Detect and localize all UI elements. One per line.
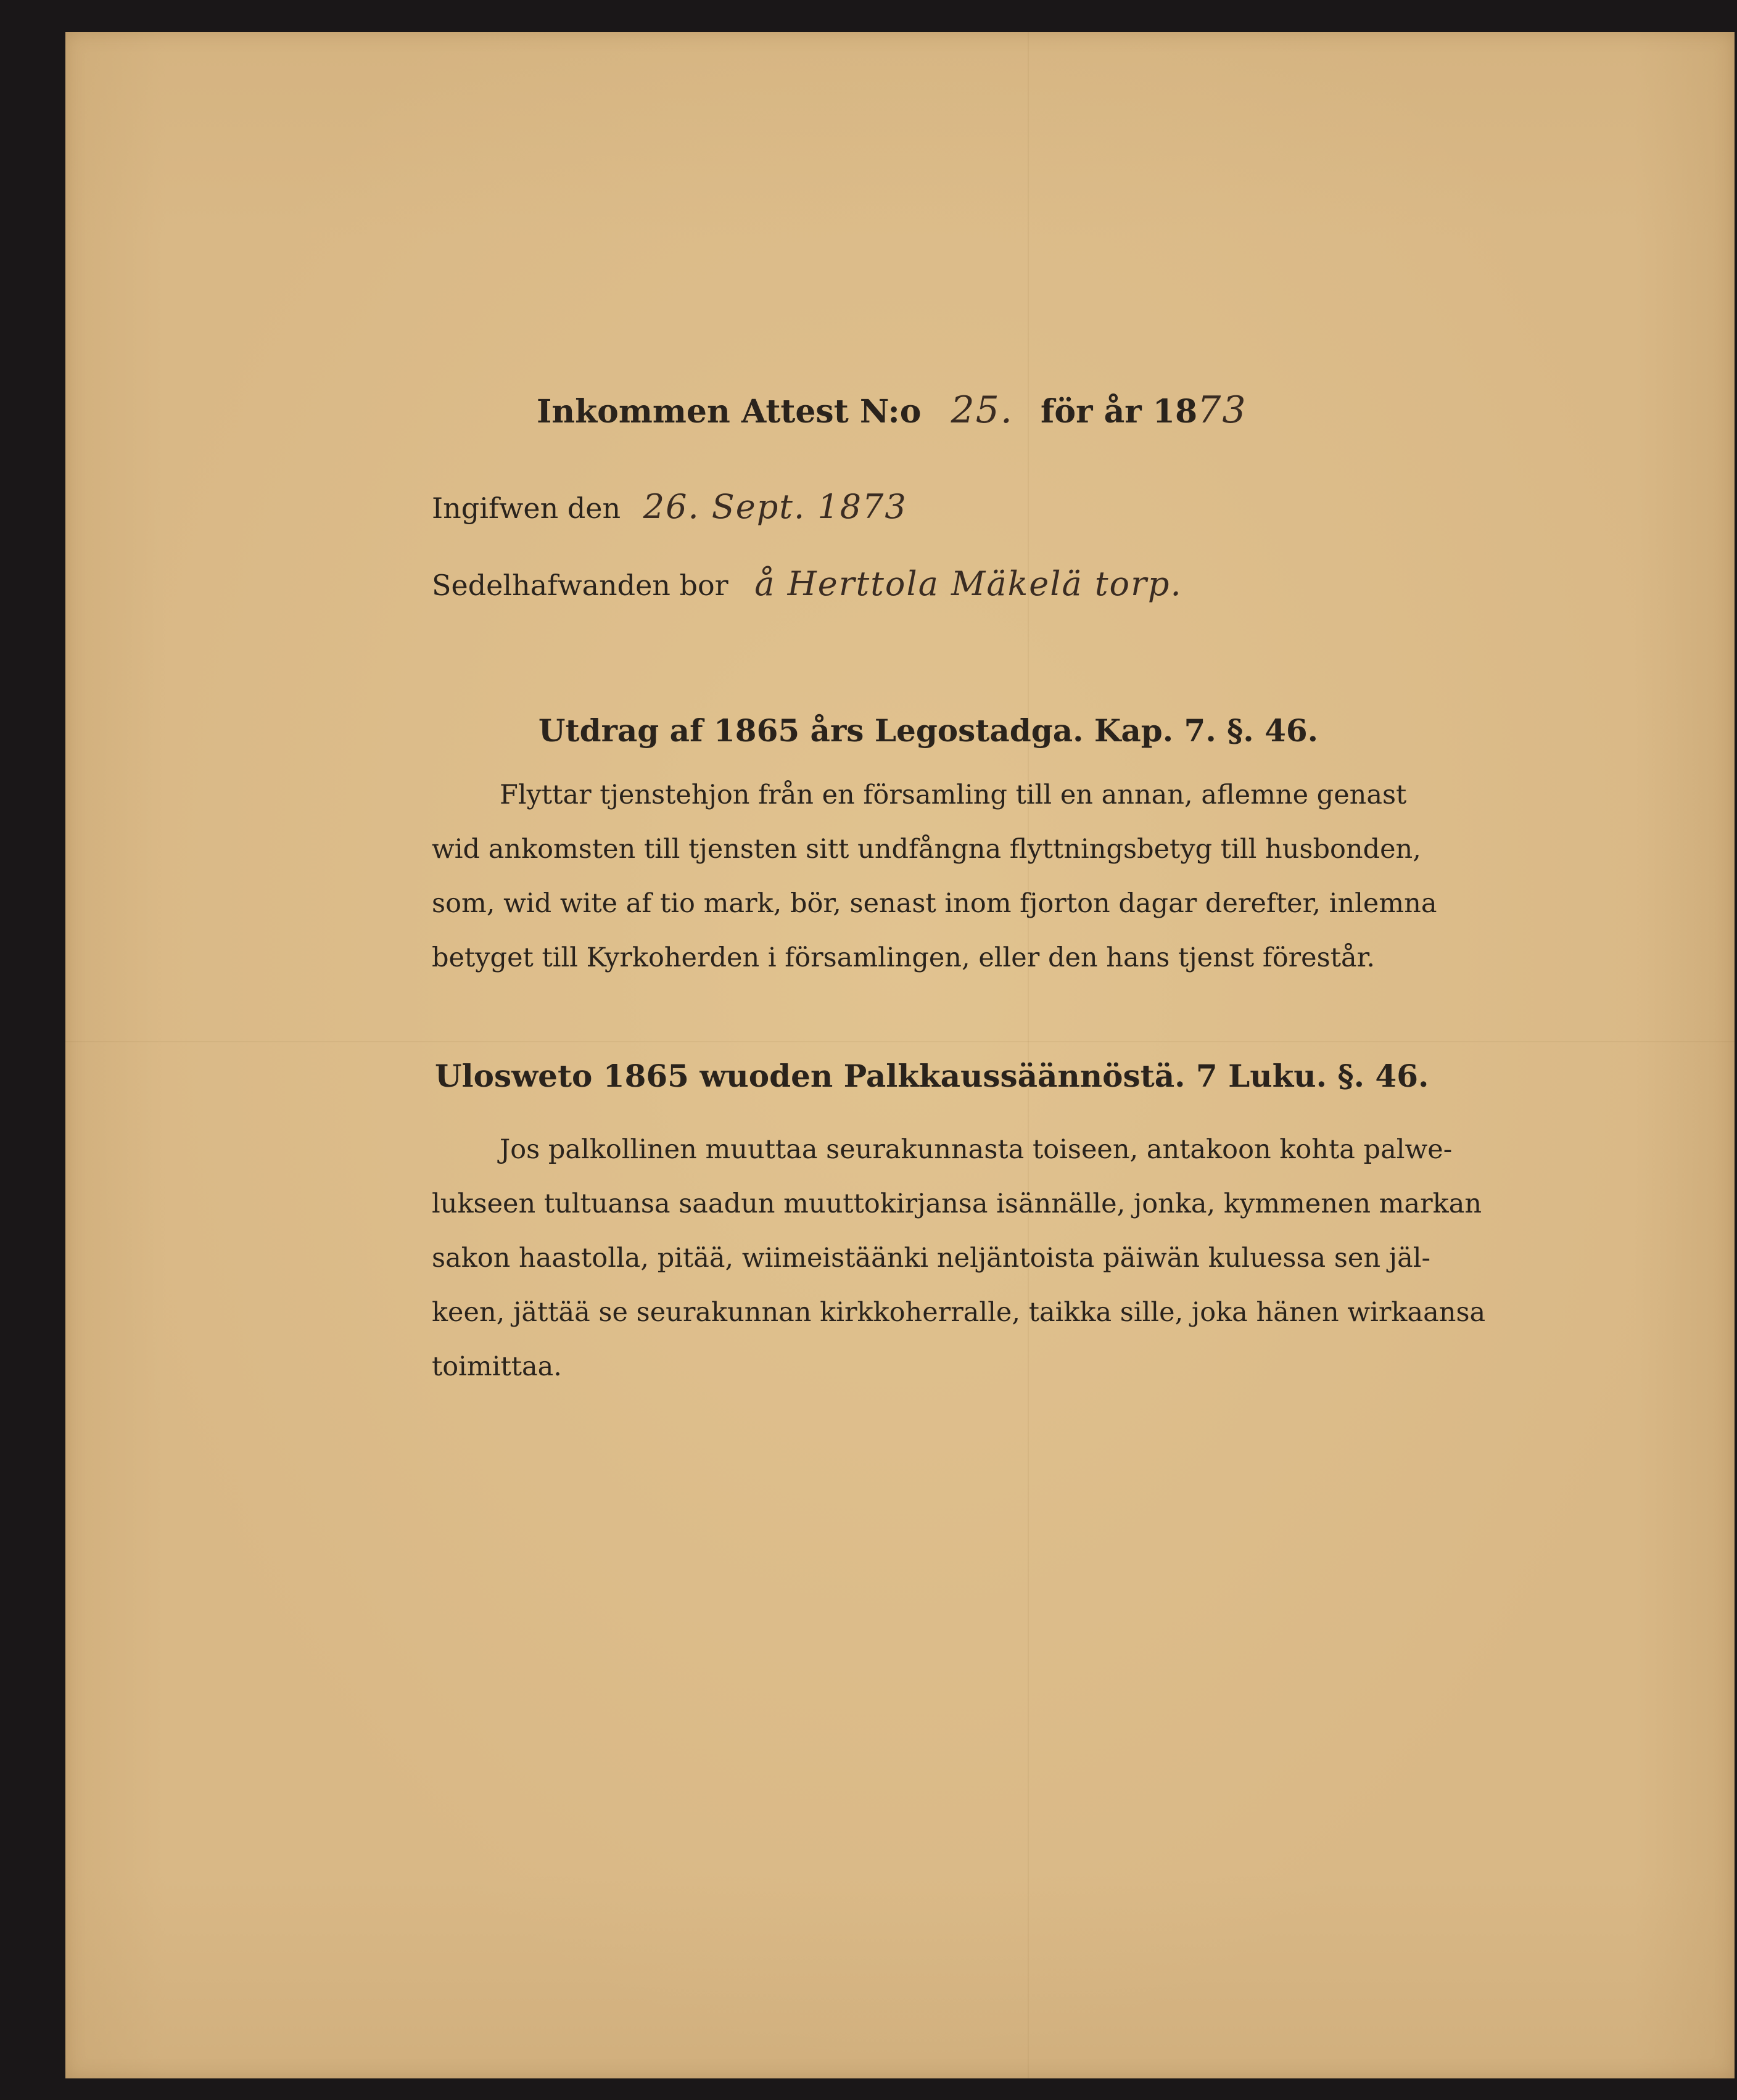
year-suffix: 73 bbox=[1197, 389, 1247, 432]
resident-place: å Herttola Mäkelä torp. bbox=[754, 564, 1182, 603]
finnish-line: sakon haastolla, pitää, wiimeistäänki neljäntoista päiwän kuluessa sen jäl- bbox=[432, 1243, 1430, 1274]
submitted-line bbox=[432, 487, 907, 526]
finnish-line: toimittaa. bbox=[432, 1351, 562, 1382]
for-year-label: för år 18 bbox=[1041, 393, 1198, 430]
certificate-title bbox=[537, 389, 1247, 432]
submitted-date: 26. Sept. 1873 bbox=[643, 487, 907, 526]
swedish-line: wid ankomsten till tjensten sitt undfångna flyttningsbetyg till husbonden, bbox=[432, 834, 1421, 865]
swedish-line: betyget till Kyrkoherden i församlingen, eller den hans tjenst förestår. bbox=[432, 942, 1376, 973]
resident-line bbox=[432, 564, 1182, 603]
finnish-extract-heading: Ulosweto 1865 wuoden Palkkaussäännöstä. 7 Luku. §. 46. bbox=[435, 1058, 1429, 1094]
resident-label: Sedelhafwanden bor bbox=[432, 569, 728, 602]
finnish-line: keen, jättää se seurakunnan kirkkoherralle, taikka sille, joka hänen wirkaansa bbox=[432, 1297, 1486, 1328]
finnish-line: lukseen tultuansa saadun muuttokirjansa isännälle, jonka, kymmenen markan bbox=[432, 1188, 1482, 1219]
swedish-extract-heading: Utdrag af 1865 års Legostadga. Kap. 7. §. 46. bbox=[538, 712, 1319, 749]
finnish-line: Jos palkollinen muuttaa seurakunnasta toiseen, antakoon kohta palwe- bbox=[500, 1134, 1453, 1165]
paper-sheet bbox=[65, 32, 1735, 2078]
submitted-label: Ingifwen den bbox=[432, 492, 621, 525]
swedish-line: Flyttar tjenstehjon från en församling till en annan, aflemne genast bbox=[500, 780, 1407, 810]
fold-crease-vertical bbox=[1028, 32, 1029, 2078]
fold-crease-horizontal bbox=[65, 1041, 1735, 1042]
certificate-number: 25. bbox=[951, 389, 1013, 432]
title-prefix: Inkommen Attest N:o bbox=[537, 393, 922, 430]
swedish-line: som, wid wite af tio mark, bör, senast inom fjorton dagar derefter, inlemna bbox=[432, 888, 1437, 919]
